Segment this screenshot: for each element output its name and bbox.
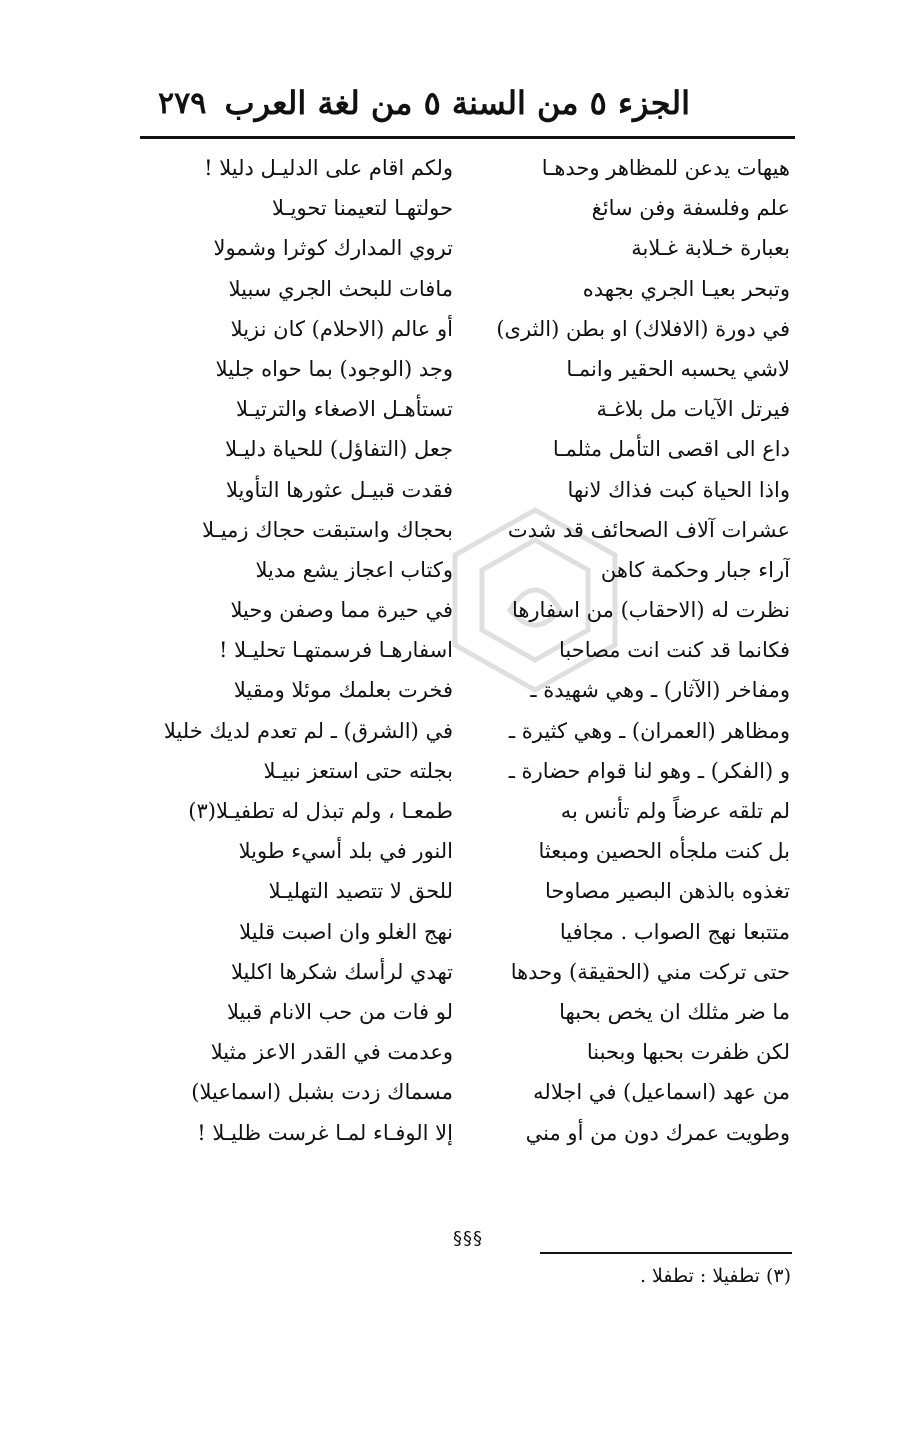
verse-hemistich: بل كنت ملجأه الحصين ومبعثا — [538, 839, 790, 864]
verse-hemistich: وجد (الوجود) بما حواه جليلا — [215, 356, 453, 381]
verse-hemistich: جعل (التفاؤل) للحياة دليـلا — [225, 437, 453, 462]
page-header — [140, 80, 790, 130]
verse-hemistich: فخرت بعلمك موئلا ومقيلا — [233, 678, 453, 703]
verse-hemistich: للحق لا تتصيد التهليـلا — [268, 879, 453, 904]
verse-hemistich: تهدي لرأسك شكرها اكليلا — [230, 959, 453, 984]
verse-hemistich: اسفارهـا فرسمتهـا تحليـلا ! — [219, 638, 453, 663]
verse-hemistich: داع الى اقصى التأمل مثلمـا — [552, 437, 790, 462]
verse-hemistich: من عهد (اسماعيل) في اجلاله — [533, 1080, 790, 1105]
verse-hemistich: بجلته حتى استعز نبيـلا — [263, 758, 453, 783]
verse-hemistich: متتبعا نهج الصواب . مجافيا — [559, 919, 790, 944]
verse-hemistich: ما ضر مثلك ان يخص بحبها — [559, 999, 790, 1024]
verse-hemistich: تروي المدارك كوثرا وشمولا — [213, 236, 453, 261]
header-rule — [140, 136, 795, 139]
verse-hemistich: حتى تركت مني (الحقيقة) وحدها — [510, 959, 790, 984]
verse-hemistich: تستأهـل الاصغاء والترتيـلا — [235, 397, 453, 422]
verse-hemistich: فكانما قد كنت انت مصاحبا — [558, 638, 790, 663]
verse-hemistich: طمعـا ، ولم تبذل له تطفيـلا(٣) — [188, 799, 453, 823]
poem-right-column — [495, 148, 790, 1153]
poem-left-column — [133, 148, 453, 1153]
verse-hemistich: في حيرة مما وصفن وحيلا — [230, 598, 453, 623]
verse-hemistich: عشرات آلاف الصحائف قد شدت — [507, 517, 790, 542]
verse-hemistich: في دورة (الافلاك) او بطن (الثرى) — [496, 316, 790, 341]
verse-hemistich: أو عالم (الاحلام) كان نزيلا — [230, 316, 453, 341]
verse-hemistich: مسماك زدت بشبل (اسماعيلا) — [191, 1080, 453, 1105]
verse-hemistich: لم تلقه عرضاً ولم تأنس به — [560, 799, 790, 823]
verse-hemistich: في (الشرق) ـ لم تعدم لديك خليلا — [163, 718, 453, 743]
verse-hemistich: فيرتل الآيات مل بلاغـة — [596, 397, 790, 422]
section-separator: §§§ — [453, 1228, 483, 1249]
verse-hemistich: لاشي يحسبه الحقير وانمـا — [566, 356, 790, 381]
verse-hemistich: آراء جبار وحكمة كاهن — [600, 557, 790, 582]
verse-hemistich: هيهات يدعن للمظاهر وحدهـا — [541, 156, 790, 180]
verse-hemistich: وعدمت في القدر الاعز مثيلا — [210, 1040, 453, 1065]
verse-hemistich: ولكم اقام على الدليـل دليلا ! — [204, 156, 453, 180]
verse-hemistich: وكتاب اعجاز يشع مديلا — [255, 557, 453, 582]
verse-hemistich: حولتهـا لتعيمنا تحويـلا — [271, 196, 453, 221]
verse-hemistich: وتبحر بعيـا الجري بجهده — [582, 276, 790, 301]
verse-hemistich: ومظاهر (العمران) ـ وهي كثيرة ـ — [508, 718, 790, 743]
running-title: الجزء ٥ من السنة ٥ من لغة العرب — [224, 84, 690, 122]
verse-hemistich: بحجاك واستبقت حجاك زميـلا — [202, 517, 453, 542]
verse-hemistich: و (الفكر) ـ وهو لنا قوام حضارة ـ — [508, 758, 790, 783]
footnote-rule — [540, 1252, 792, 1254]
verse-hemistich: نظرت له (الاحقاب) من اسفارها — [511, 598, 790, 623]
verse-hemistich: واذا الحياة كبت فذاك لانها — [567, 477, 790, 502]
verse-hemistich: مافات للبحث الجري سبيلا — [228, 276, 453, 301]
page-number: ٢٧٩ — [158, 86, 207, 121]
verse-hemistich: علم وفلسفة وفن سائغ — [591, 196, 790, 221]
verse-hemistich: إلا الوفـاء لمـا غرست ظليـلا ! — [197, 1120, 453, 1145]
verse-hemistich: فقدت قبيـل عثورها التأويلا — [225, 477, 453, 502]
verse-hemistich: النور في بلد أسيء طويلا — [238, 839, 453, 864]
verse-hemistich: وطويت عمرك دون من أو مني — [525, 1120, 790, 1145]
verse-hemistich: ومفاخر (الآثار) ـ وهي شهيدة ـ — [530, 678, 790, 703]
verse-hemistich: لو فات من حب الانام قبيلا — [227, 999, 453, 1024]
verse-hemistich: لكن ظفرت بحبها وبحبنا — [586, 1040, 790, 1065]
footnote: (٣) تطفيلا : تطفلا . — [639, 1265, 791, 1287]
verse-hemistich: بعبارة خـلابة غـلابة — [631, 236, 790, 261]
verse-hemistich: تغذوه بالذهن البصير مصاوحا — [545, 879, 790, 904]
verse-hemistich: نهج الغلو وان اصبت قليلا — [239, 919, 453, 944]
